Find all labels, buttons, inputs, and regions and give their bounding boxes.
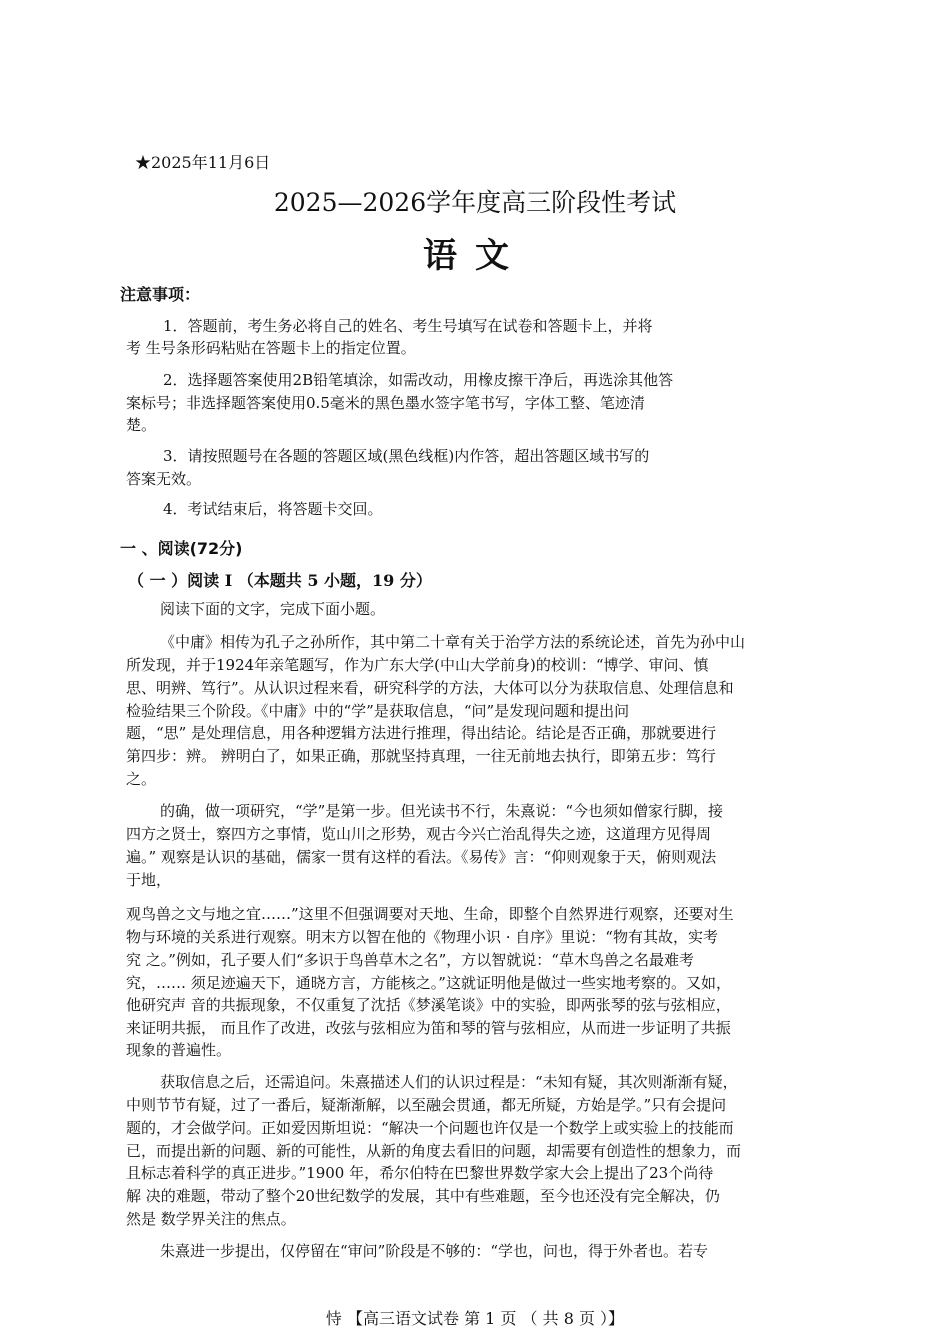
passage-line: 究，…… 须足迹遍天下，通晓方言，方能核之。”这就证明他是做过一些实地考察的。又如， bbox=[126, 974, 731, 992]
passage-line: 之。 bbox=[126, 770, 157, 788]
passage-line: 已，而提出新的问题、新的可能性，从新的角度去看旧的问题，却需要有创造性的想象力，而 bbox=[126, 1142, 742, 1160]
passage-line: 解 决的难题，带动了整个20世纪数学的发展，其中有些难题，至今也还没有完全解决，仍 bbox=[126, 1187, 720, 1205]
passage-line: 《中庸》相传为孔子之孙所作，其中第二十章有关于治学方法的系统论述，首先为孙中山 bbox=[160, 633, 746, 651]
subject-title: 语文 bbox=[423, 236, 527, 276]
section-subheading: （ 一 ）阅读 I （本题共 5 小题，19 分） bbox=[128, 571, 432, 590]
passage-line: 题的，才会做学问。正如爱因斯坦说：“解决一个问题也许仅是一个数学上或实验上的技能而 bbox=[126, 1119, 734, 1137]
exam-date: ★2025年11月6日 bbox=[135, 153, 271, 172]
notice-line: 楚。 bbox=[126, 416, 157, 434]
passage-line: 获取信息之后，还需追问。朱熹描述人们的认识过程是：“未知有疑，其次则渐渐有疑， bbox=[160, 1073, 738, 1091]
page-footer: 恃 【高三语文试卷 第 1 页 （ 共 8 页 ）】 bbox=[325, 1309, 625, 1328]
instruction: 阅读下面的文字，完成下面小题。 bbox=[160, 600, 386, 618]
passage-line: 题，“思” 是处理信息，用各种逻辑方法进行推理，得出结论。结论是否正确，那就要进行 bbox=[126, 724, 717, 742]
notice-line: 4．考试结束后，将答题卡交回。 bbox=[163, 500, 383, 518]
passage-line: 来证明共振， 而且作了改进，改弦与弦相应为笛和琴的管与弦相应，从而进一步证明了共振 bbox=[126, 1019, 731, 1037]
notice-heading: 注意事项： bbox=[120, 285, 201, 304]
notice-line: 答案无效。 bbox=[126, 470, 202, 488]
passage-line: 朱熹进一步提出，仅停留在“审问”阶段是不够的：“学也，问也，得于外者也。若专 bbox=[160, 1242, 709, 1260]
notice-line: 案标号；非选择题答案使用0.5毫米的黑色墨水签字笔书写，字体工整、笔迹清 bbox=[126, 394, 645, 412]
notice-line: 3．请按照题号在各题的答题区域(黑色线框)内作答，超出答题区域书写的 bbox=[163, 447, 650, 465]
passage-line: 检验结果三个阶段。《中庸》中的“学”是获取信息，“问”是发现问题和提出问 bbox=[126, 702, 630, 720]
notice-line: 考 生号条形码粘贴在答题卡上的指定位置。 bbox=[126, 339, 416, 357]
passage-line: 观鸟兽之文与地之宜……”这里不但强调要对天地、生命，即整个自然界进行观察，还要对生 bbox=[126, 905, 734, 923]
passage-line: 现象的普遍性。 bbox=[126, 1041, 232, 1059]
passage-line: 然是 数学界关注的焦点。 bbox=[126, 1210, 296, 1228]
passage-line: 物与环境的关系进行观察。明末方以智在他的《物理小识 · 自序》里说：“物有其故，实考 bbox=[126, 928, 718, 946]
notice-line: 2．选择题答案使用2B铅笔填涂，如需改动，用橡皮擦干净后，再选涂其他答 bbox=[163, 371, 674, 389]
passage-line: 第四步：辨。 辨明白了，如果正确，那就坚持真理，一往无前地去执行，即第五步：笃行 bbox=[126, 747, 716, 765]
passage-line: 遍。” 观察是认识的基础，儒家一贯有这样的看法。《易传》言：“仰则观象于天，俯则观法 bbox=[126, 848, 717, 866]
notice-line: 1．答题前，考生务必将自己的姓名、考生号填写在试卷和答题卡上，并将 bbox=[163, 317, 653, 335]
passage-line: 四方之贤士，察四方之事情，览山川之形势，观古今兴亡治乱得失之迹，这道理方见得周 bbox=[126, 825, 712, 843]
passage-line: 的确，做一项研究，“学”是第一步。但光读书不行，朱熹说：“今也须如僧家行脚，接 bbox=[160, 802, 724, 820]
passage-line: 究 之。”例如，孔子要人们“多识于鸟兽草木之名”，方以智就说：“草木鸟兽之名最难考 bbox=[126, 951, 694, 969]
passage-line: 且标志着科学的真正进步。”1900 年，希尔伯特在巴黎世界数学家大会上提出了23个尚待 bbox=[126, 1164, 714, 1182]
passage-line: 中则节节有疑，过了一番后，疑渐渐解，以至融会贯通，都无所疑，方始是学。”只有会提问 bbox=[126, 1096, 727, 1114]
passage-line: 于地， bbox=[126, 871, 172, 889]
exam-title: 2025—2026学年度高三阶段性考试 bbox=[273, 188, 677, 217]
passage-line: 他研究声 音的共振现象，不仅重复了沈括《梦溪笔谈》中的实验，即两张琴的弦与弦相应， bbox=[126, 996, 731, 1014]
passage-line: 思、明辨、笃行”。从认识过程来看，研究科学的方法，大体可以分为获取信息、处理信息和 bbox=[126, 679, 734, 697]
section-heading: 一 、阅读(72分) bbox=[120, 539, 243, 558]
passage-line: 所发现，并于1924年亲笔题写，作为广东大学(中山大学前身)的校训：“博学、审问、慎 bbox=[126, 656, 709, 674]
